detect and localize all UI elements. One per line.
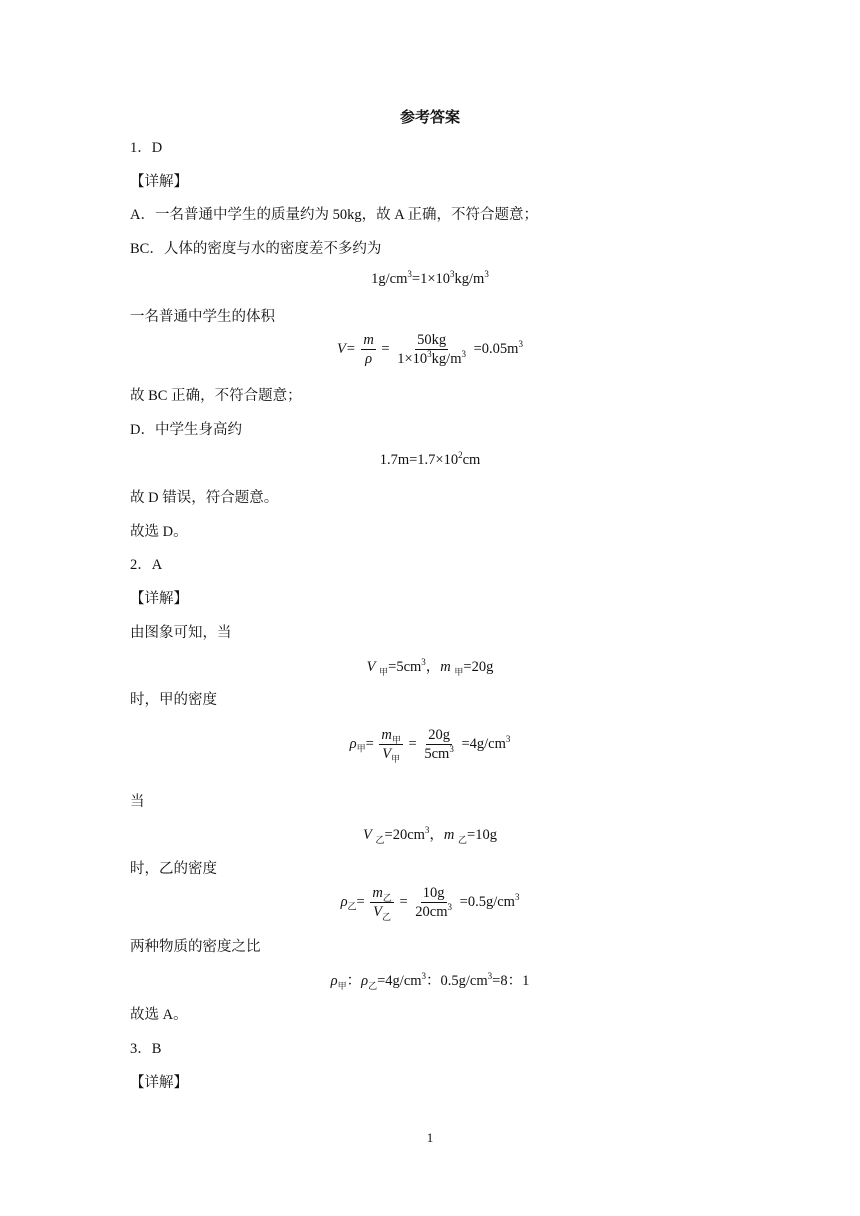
condition-yi: V $_乙=20cm^3$，m $_乙$=10g <box>363 825 497 845</box>
q1-choice: 故选 D。 <box>130 524 188 540</box>
density-equation: $1g/cm^3=1\times 10^3kg/m^3$ <box>371 269 489 287</box>
q1-option-d: D．中学生身高约 <box>130 422 242 438</box>
q1-option-a: A．一名普通中学生的质量约为 50kg，故 A 正确，不符合题意； <box>130 207 539 223</box>
page-number: 1 <box>426 1130 434 1145</box>
q1-detail-heading: 【详解】 <box>130 174 188 190</box>
q2-yi-density-text: 时，乙的密度 <box>130 861 217 877</box>
q2-intro: 由图象可知，当 <box>130 625 232 641</box>
q1-bc-conclusion: 故 BC 正确，不符合题意； <box>130 388 302 404</box>
q2-dang: 当 <box>130 794 145 810</box>
page-title: 参考答案 <box>399 110 460 126</box>
q1-d-conclusion: 故 D 错误，符合题意。 <box>130 490 279 506</box>
ratio-equation: $\rho_甲$：$\rho_乙=4g/cm^3$：$0.5g/cm^3=8$：1 <box>330 971 530 991</box>
rho-jia-equation: $\rho_甲=$ $\frac{m_甲}{V_甲}$ = $\frac{20g}{5cm^3}$ $=4g/cm^3$ <box>349 727 511 764</box>
q2-detail-heading: 【详解】 <box>130 591 188 607</box>
condition-jia: V $_甲=5cm^3$，m $_甲$=20g <box>366 657 494 677</box>
q1-answer: 1．D <box>130 140 163 156</box>
q3-detail-heading: 【详解】 <box>130 1075 188 1091</box>
q1-volume-intro: 一名普通中学生的体积 <box>130 309 275 325</box>
volume-equation: V= $\frac{m}{\rho}$ = $\frac{50kg}{1\times 10^3kg/m^3}$ $=0.05m^3$ <box>337 332 523 367</box>
q2-choice: 故选 A。 <box>130 1007 188 1023</box>
q2-answer: 2．A <box>130 557 163 573</box>
q2-jia-density-text: 时，甲的密度 <box>130 692 217 708</box>
rho-yi-equation: $\rho_乙=$ $\frac{m_乙}{V_乙}$ = $\frac{10g}{20cm^3}$ $=0.5g/cm^3$ <box>340 885 520 922</box>
q3-answer: 3．B <box>130 1041 162 1057</box>
q2-ratio-text: 两种物质的密度之比 <box>130 939 261 955</box>
q1-option-bc: BC．人体的密度与水的密度差不多约为 <box>130 241 382 257</box>
height-equation: $1.7m=1.7\times 10^2cm$ <box>379 450 481 468</box>
